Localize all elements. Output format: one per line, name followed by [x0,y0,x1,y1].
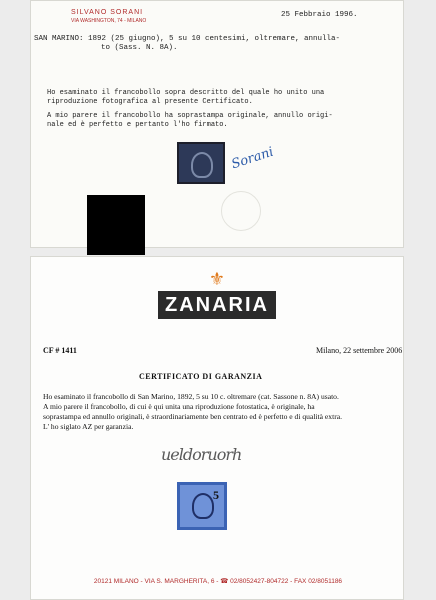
stamp-photo [177,142,225,184]
body-line: Ho esaminato il francobollo di San Marino, 1892, 5 su 10 c. oltremare (cat. Sassone n. 8A) usato. [43,392,339,401]
issuer-address: VIA WASHINGTON, 74 - MILANO [71,18,147,24]
embossed-seal [221,191,261,231]
footer-address: 20121 MILANO - VIA S. MARGHERITA, 6 - ☎ 02/8052427-804722 - FAX 02/8051186 [93,578,343,585]
certificate-date: Milano, 22 settembre 2006 [316,346,403,355]
zanaria-certificate [30,256,404,600]
signature: ueldoruorh [161,445,242,464]
examination-text-line2: riproduzione fotografica al presente Certificato. [47,98,253,106]
stamp-photo [177,482,227,530]
body-line: L' ho siglato AZ per garanzia. [43,422,134,431]
sorani-certificate [30,0,404,248]
certificate-date: 25 Febbraio 1996. [281,11,358,19]
certificate-title: CERTIFICATO DI GARANZIA [139,372,263,381]
opinion-text-line2: nale ed è perfetto e pertanto l'ho firmato. [47,121,228,129]
photo-mask [87,195,145,255]
fleur-de-lis-icon: ⚜ [208,269,226,289]
body-line: soprastampa ed annullo originali, è straordinariamente ben centrato ed è perfetto e di qualità extra. [43,412,342,421]
stamp-description-line2: to (Sass. N. 8A). [101,44,178,52]
stamp-description-line1: SAN MARINO: 1892 (25 giugno), 5 su 10 centesimi, oltremare, annulla- [34,35,341,43]
certificate-number: CF # 1411 [43,346,77,355]
body-line: A mio parere il francobollo, di cui è qui unita una riproduzione fotostatica, è originale, ha [43,402,315,411]
opinion-text-line1: A mio parere il francobollo ha soprastampa originale, annullo origi- [47,112,333,120]
examination-text-line1: Ho esaminato il francobollo sopra descritto del quale ho unito una [47,89,325,97]
zanaria-logo: ZANARIA [158,291,276,319]
issuer-name: SILVANO SORANI [71,9,144,16]
overprint-value: 5 [213,488,219,502]
signature: Sorani [229,144,276,173]
